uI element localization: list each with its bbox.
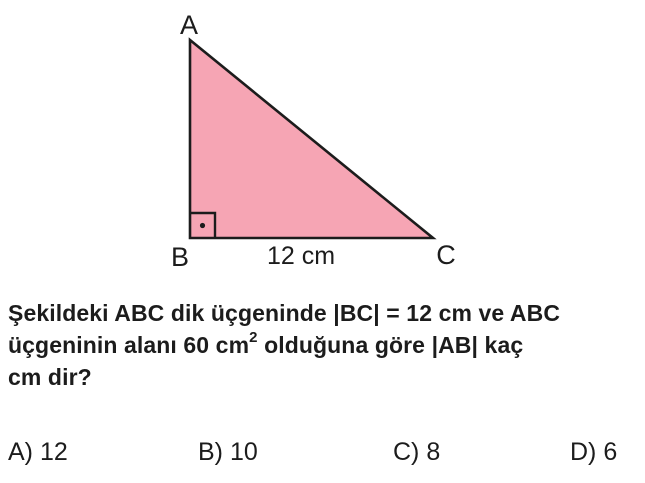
question-line-2-end: olduğuna göre |AB| kaç [257,332,524,358]
vertex-label-c: C [436,240,456,270]
option-c[interactable]: C) 8 [393,438,441,466]
superscript-2: 2 [249,329,258,347]
vertex-label-b: B [170,242,190,272]
option-b[interactable]: B) 10 [198,438,258,466]
answer-options [0,438,645,472]
question-text [8,297,640,393]
option-a[interactable]: A) 12 [8,438,68,466]
question-line-3: cm dir? [8,364,92,390]
option-d[interactable]: D) 6 [570,438,618,466]
question-line-1: Şekildeki ABC dik üçgeninde |BC| = 12 cm ve ABC [8,300,561,326]
question-line-2-start: üçgeninin alanı 60 cm [8,332,250,358]
question-line-2 [8,329,640,361]
triangle-shape [190,40,433,238]
right-angle-dot [200,223,205,228]
vertex-label-a: A [179,10,199,40]
base-length-label: 12 cm [266,242,336,270]
